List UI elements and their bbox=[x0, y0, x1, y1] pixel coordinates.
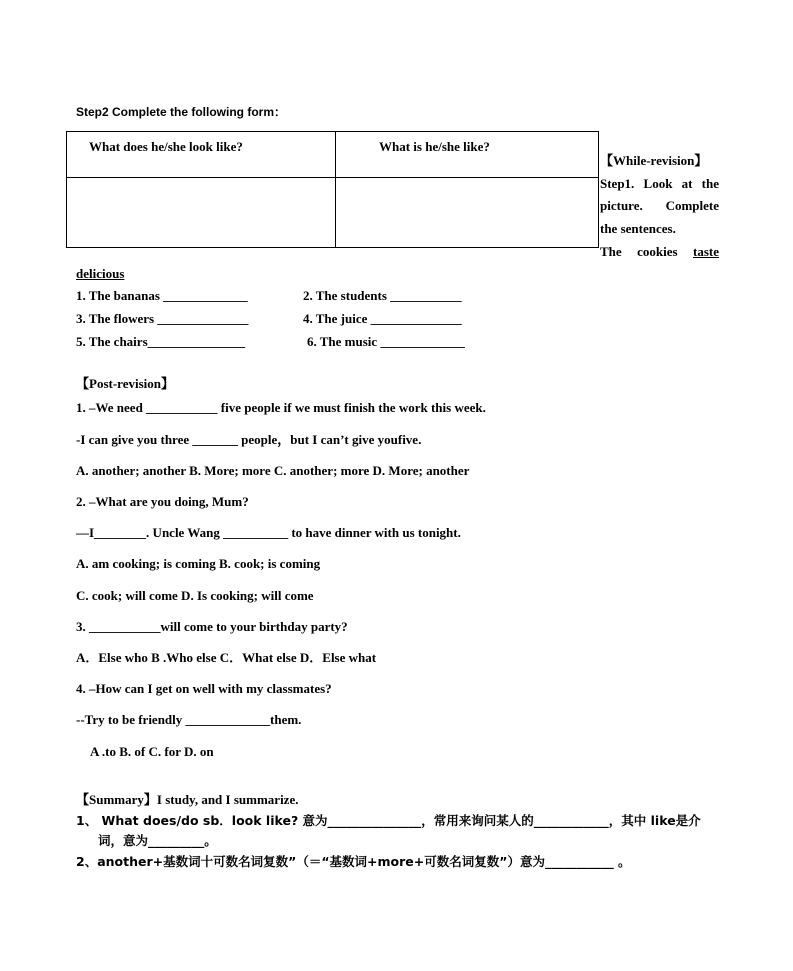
summary-item-1-line-1: 1、 What does/do sb．look like? 意为_______________，常用来询问某人的____________，其中 like是介 bbox=[76, 813, 701, 828]
while-revision-example-continuation: delicious bbox=[76, 266, 125, 281]
sentence-item: 4. The juice ______________ bbox=[303, 311, 462, 326]
post-revision-line: A．Else who B .Who else C．What else D．Else what bbox=[76, 650, 377, 665]
sentence-item: 1. The bananas _____________ bbox=[76, 288, 248, 303]
post-revision-line: —I________. Uncle Wang __________ to have dinner with us tonight. bbox=[76, 525, 461, 540]
step2-heading: Step2 Complete the following form： bbox=[76, 105, 287, 119]
summary-title: 【Summary】I study, and I summarize. bbox=[76, 792, 299, 807]
post-revision-title: 【Post-revision】 bbox=[76, 376, 174, 391]
sentence-item: 3. The flowers ______________ bbox=[76, 311, 249, 326]
post-revision-line: A .to B. of C. for D. on bbox=[90, 744, 214, 759]
form-header-cell-like bbox=[336, 132, 599, 178]
form-header-is-like: What is he/she like? bbox=[379, 139, 490, 154]
while-revision-line-3: the sentences. bbox=[600, 221, 676, 237]
post-revision-line: 3. ___________will come to your birthday party? bbox=[76, 619, 348, 634]
example-prefix: The cookies bbox=[600, 243, 678, 259]
summary-item-2: 2、another+基数词十可数名词复数”（＝“基数词+more+可数名词复数”）意为___________ 。 bbox=[76, 854, 631, 869]
post-revision-line: -I can give you three _______ people，but I can’t give youfive. bbox=[76, 432, 422, 447]
post-revision-line: C. cook; will come D. Is cooking; will come bbox=[76, 588, 314, 603]
sentence-item: 6. The music _____________ bbox=[307, 334, 465, 349]
form-header-look-like: What does he/she look like? bbox=[89, 139, 243, 154]
post-revision-line: A. am cooking; is coming B. cook; is coming bbox=[76, 556, 321, 571]
form-answer-cell-like[interactable] bbox=[336, 178, 599, 248]
while-revision-example bbox=[600, 241, 719, 264]
post-revision-line: A. another; another B. More; more C. another; more D. More; another bbox=[76, 463, 470, 478]
sentence-item: 2. The students ___________ bbox=[303, 288, 462, 303]
while-revision-title: 【While-revision】 bbox=[600, 153, 708, 168]
sentence-item: 5. The chairs_______________ bbox=[76, 334, 246, 349]
form-header-cell-look bbox=[67, 132, 336, 178]
form-answer-row bbox=[67, 178, 599, 248]
while-revision-column bbox=[600, 150, 719, 264]
summary-item-1-line-2: 词，意为_________。 bbox=[98, 833, 217, 848]
description-form-table bbox=[66, 131, 599, 248]
while-revision-line-1: Step1. Look at the bbox=[600, 175, 719, 191]
post-revision-line: 1. –We need ___________ five people if we must finish the work this week. bbox=[76, 400, 486, 415]
while-revision-line-2: picture. Complete bbox=[600, 198, 719, 214]
form-answer-cell-look[interactable] bbox=[67, 178, 336, 248]
post-revision-line: --Try to be friendly _____________them. bbox=[76, 712, 302, 727]
post-revision-line: 4. –How can I get on well with my classmates? bbox=[76, 681, 332, 696]
example-underlined-word: taste bbox=[693, 243, 719, 259]
form-header-row bbox=[67, 132, 599, 178]
post-revision-line: 2. –What are you doing, Mum? bbox=[76, 494, 249, 509]
